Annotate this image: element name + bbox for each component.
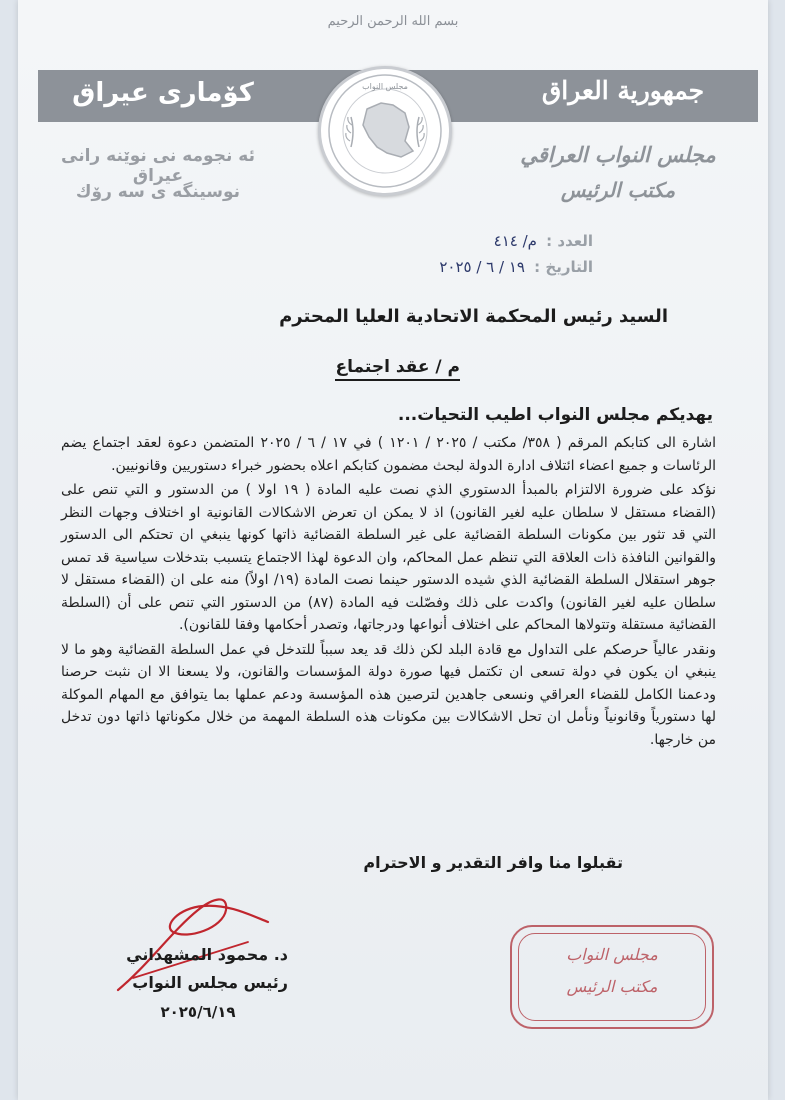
parliament-logo	[318, 66, 452, 196]
addressee: السيد رئيس المحكمة الاتحادية العليا المحترم	[279, 306, 668, 327]
office-stamp	[510, 925, 714, 1029]
kurdish-title: كۆمارى عيراق	[72, 78, 254, 108]
basmala: بسم الله الرحمن الرحيم	[327, 14, 459, 29]
greeting: يهديكم مجلس النواب اطيب التحيات...	[397, 405, 713, 425]
stamp-line-1: مجلس النواب	[566, 945, 658, 964]
reference-date	[439, 258, 593, 276]
paragraph-reference: اشارة الى كتابكم المرقم ( ٣٥٨/ مكتب / ٢٠٢٥ / ١٢٠١ ) في ١٧ / ٦ / ٢٠٢٥ المتضمن دعوة لعقد اجتماع يضم الرئاسات و جميع اعضاء ائتلاف ادارة الدولة لبحث مضمون كتابكم اعلاه بحضور خبراء دستوريين وقانونيين.	[61, 435, 717, 474]
arabic-office-name: مكتب الرئيس	[560, 178, 676, 202]
paragraph-appreciation: ونقدر عالياً حرصكم على التداول مع قادة البلد لكن ذلك قد يعد سبباً للتدخل في عمل السلطة القضائية وهو ما لا ينبغي ان يكون في دولة تسعى ان تكتمل فيها صورة دولة المؤسسات والقانون، ولا يسعنا الا ان نثبت حرصنا ودعمنا الكامل للقضاء العراقي ونسعى جاهدين لترصين هذه المؤسسة ودعم عملها بما يتوافق مع المهام الموكلة لها دستورياً وقانونياً ونأمل ان تحل الاشكالات بين مكونات هذه السلطة المهمة من خلال مكوناتها ذاتها دون تدخل من خارجها.	[61, 641, 716, 748]
closing-line: تقبلوا منا وافر التقدير و الاحترام	[363, 853, 623, 872]
signatory-name: د. محمود المشهداني	[126, 945, 288, 964]
kurdish-council-name: ئه نجومه نى نوێنه رانى عيراق	[61, 146, 255, 186]
stamp-line-2: مكتب الرئيس	[566, 977, 658, 996]
reference-number-label: العدد :	[546, 232, 593, 250]
arabic-council-name: مجلس النواب العراقي	[520, 142, 716, 167]
signature-date: ٢٠٢٥/٦/١٩	[160, 1003, 236, 1021]
iraq-map-emblem-icon	[321, 69, 449, 193]
signatory-title: رئيس مجلس النواب	[132, 973, 288, 992]
kurdish-office-name: نوسينگه ى سه رۆك	[75, 182, 241, 202]
arabic-title: جمهورية العراق	[541, 76, 705, 105]
paragraph-constitution: نؤكد على ضرورة الالتزام بالمبدأ الدستوري الذي نصت عليه المادة ( ١٩ اولا ) من الدستور و التي تنص على (القضاء مستقل لا سلطان عليه لغير القانون) اذ لا يمكن ان تعرض الاشكالات القانونية او اختلاف وجهات النظر التي قد تثور بين مكونات السلطة القضائية على غير السلطة القضائية ذاتها كونها ينبغي ان تحتكم الى الدستور والقوانين النافذة ذات العلاقة التي تنظم عمل المحاكم، وان الدعوة لهذا الاجتماع يتسبب بتدخلات سياسية قد تمس جوهر استقلال السلطة القضائية الذي شيده الدستور حينما نصت المادة (١٩/ اولاً) منه على ان (القضاء مستقل لا سلطان عليه لغير القانون) واكدت على ذلك وفصّلت فيه المادة (٨٧) من الدستور التي تنص على أن (السلطة القضائية مستقلة وتتولاها المحاكم على اختلاف أنواعها ودرجاتها، وتصدر أحكامها وفقا للقانون).	[61, 482, 717, 633]
svg-text:مجلس النواب: مجلس النواب	[362, 82, 408, 91]
reference-number	[494, 232, 593, 250]
reference-number-value: م/ ٤١٤	[493, 232, 537, 250]
letter-page	[18, 0, 768, 1100]
letter-body	[61, 432, 716, 751]
reference-date-label: التاريخ :	[534, 258, 593, 276]
reference-date-value: ١٩ / ٦ / ٢٠٢٥	[439, 258, 525, 276]
subject-line: م / عقد اجتماع	[335, 357, 460, 381]
